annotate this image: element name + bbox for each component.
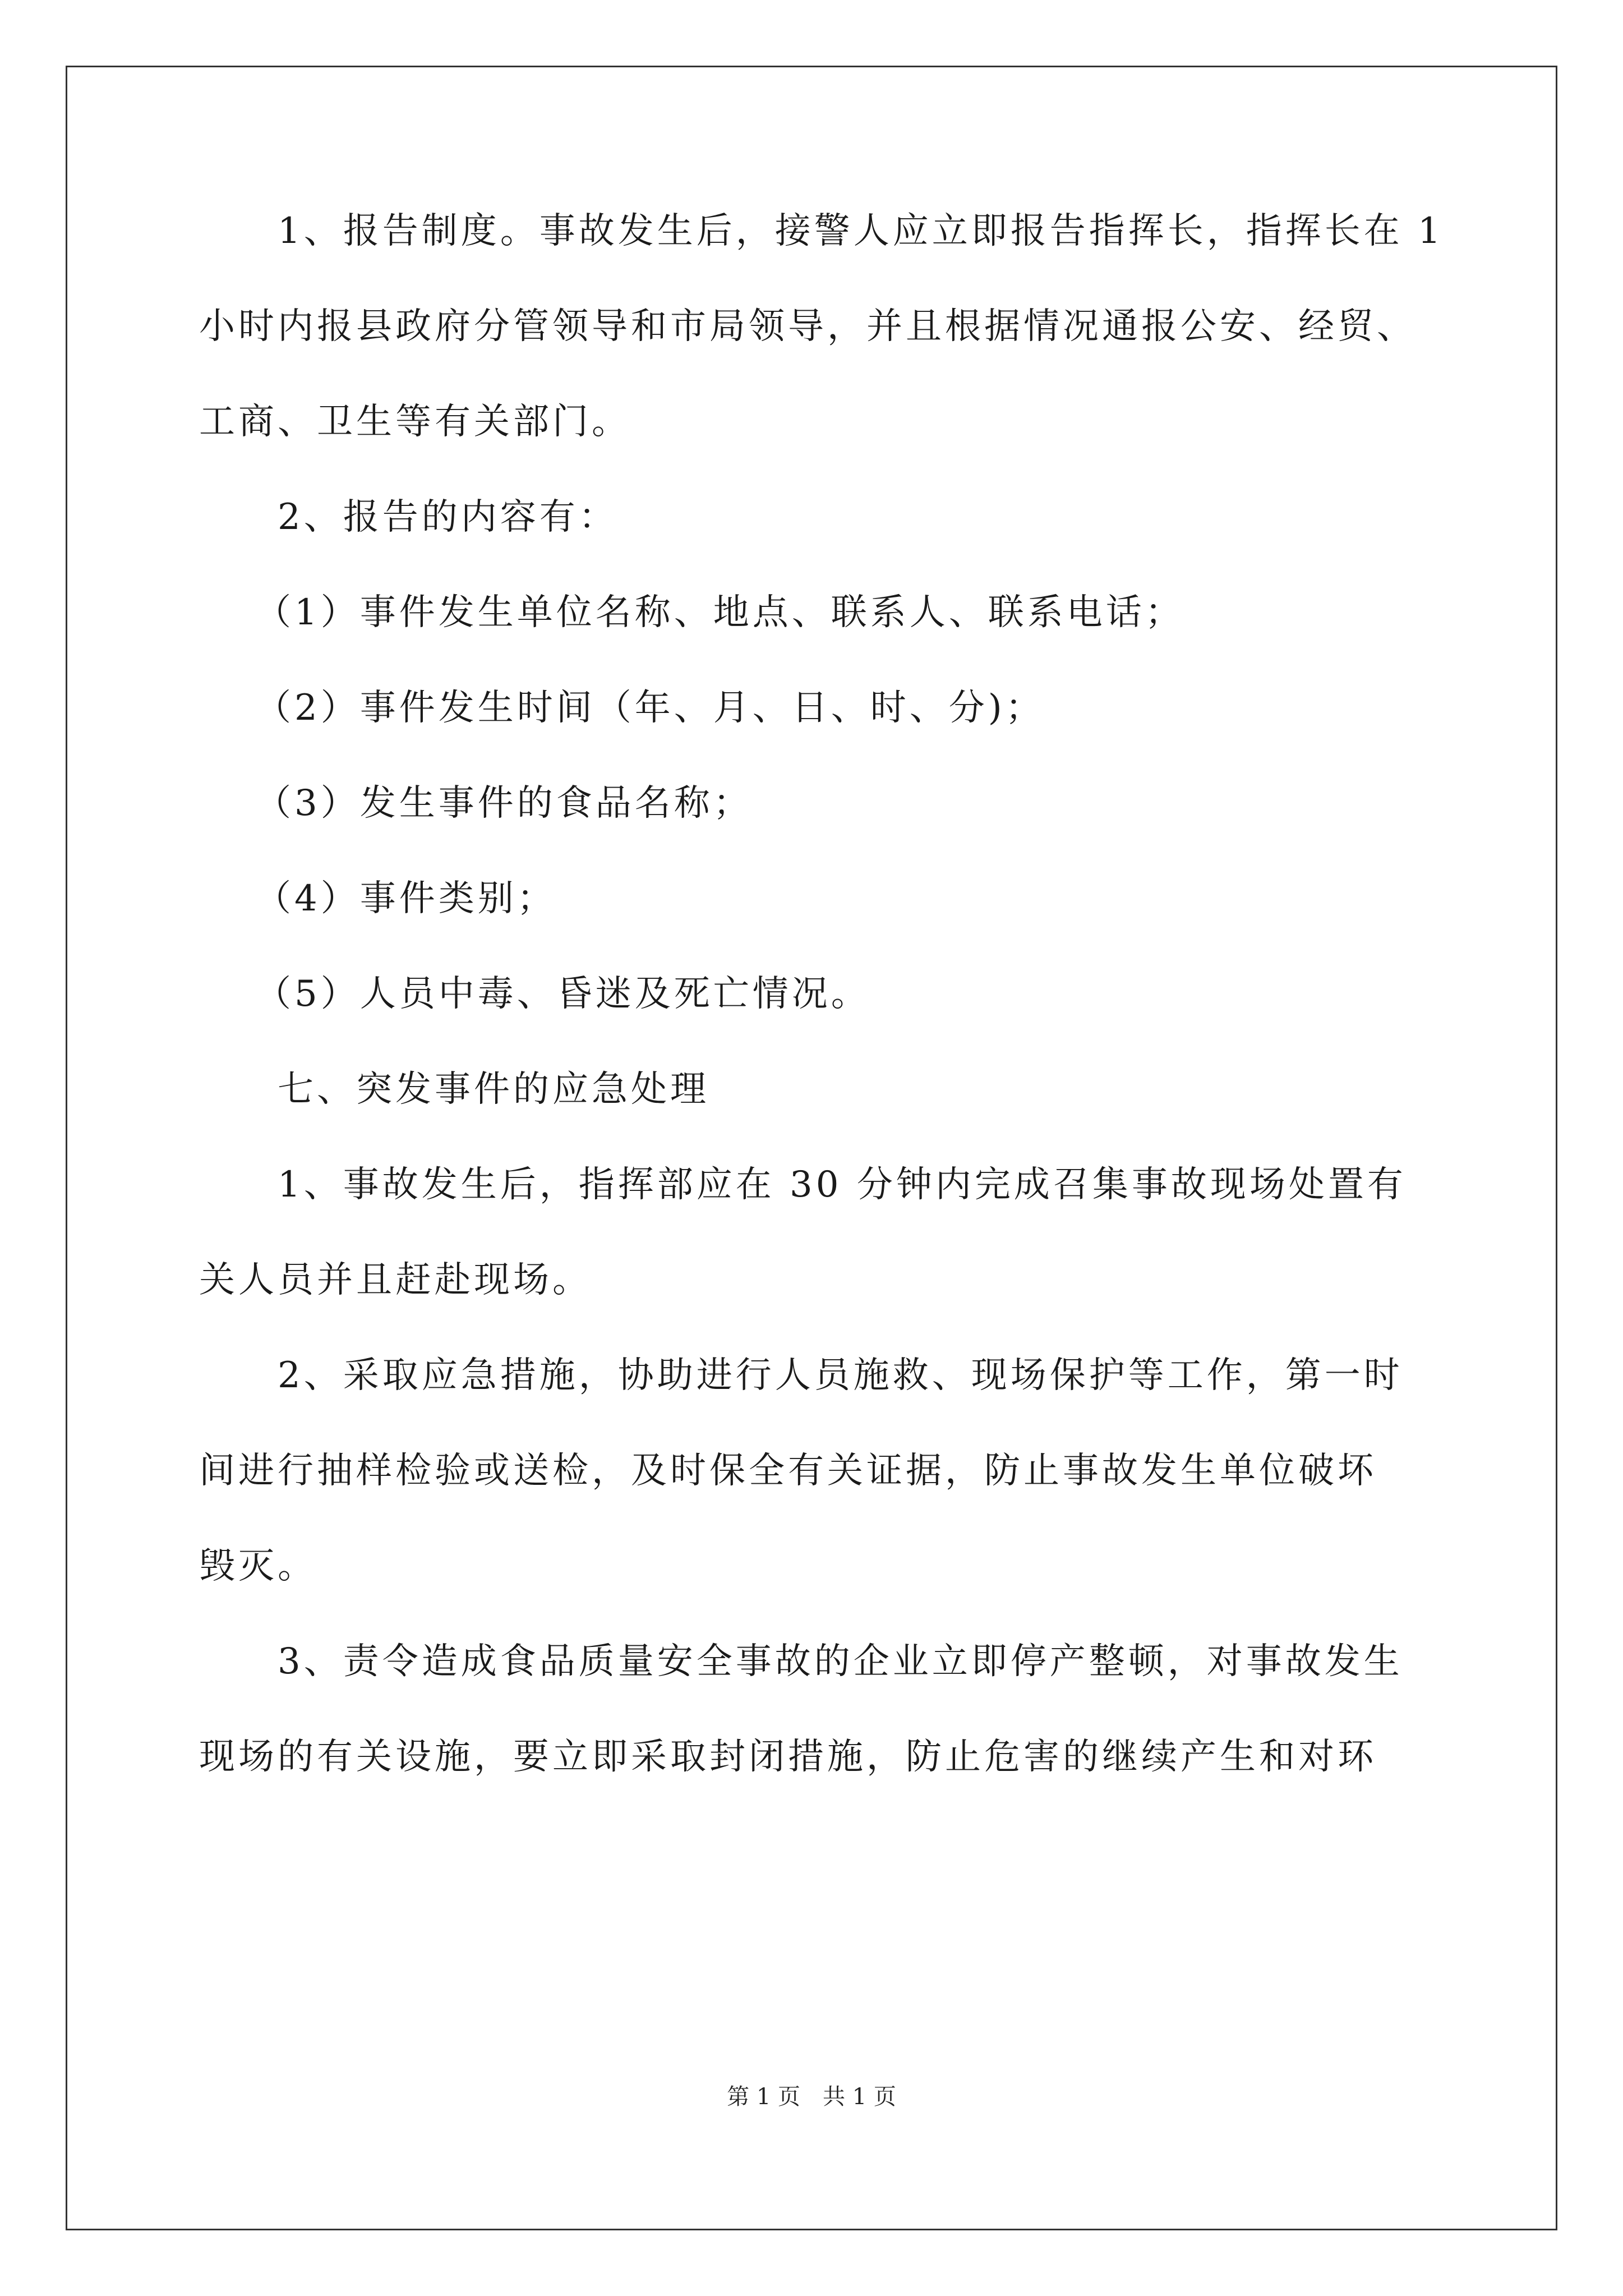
page-border — [66, 66, 1557, 2230]
list-item: （4）事件类别； — [255, 878, 556, 919]
paragraph-line: 2、报告的内容有： — [278, 496, 618, 538]
paragraph-line: 关人员并且赶赴现场。 — [199, 1259, 592, 1301]
paragraph-line: 1、报告制度。事故发生后，接警人应立即报告指挥长，指挥长在 1 — [278, 210, 1444, 252]
paragraph-line: 工商、卫生等有关部门。 — [199, 401, 631, 443]
list-item: （2）事件发生时间（年、月、日、时、分)； — [255, 687, 1045, 729]
paragraph-line: 毁灭。 — [199, 1545, 317, 1587]
page-number: 第 1 页 — [727, 2084, 800, 2110]
paragraph-line: 小时内报县政府分管领导和市局领导，并且根据情况通报公安、经贸、 — [199, 306, 1416, 347]
paragraph-line: 间进行抽样检验或送检，及时保全有关证据，防止事故发生单位破坏 — [199, 1450, 1377, 1492]
paragraph-line: 2、采取应急措施，协助进行人员施救、现场保护等工作，第一时 — [278, 1355, 1403, 1396]
page-footer — [0, 2086, 1623, 2108]
paragraph-line: 现场的有关设施，要立即采取封闭措施，防止危害的继续产生和对环 — [199, 1736, 1377, 1778]
page-total: 共 1 页 — [823, 2084, 896, 2110]
list-item: （5）人员中毒、昏迷及死亡情况。 — [255, 973, 870, 1015]
paragraph-line: 1、事故发生后，指挥部应在 30 分钟内完成召集事故现场处置有 — [278, 1164, 1407, 1205]
list-item: （1）事件发生单位名称、地点、联系人、联系电话； — [255, 592, 1184, 633]
paragraph-line: 3、责令造成食品质量安全事故的企业立即停产整顿，对事故发生 — [278, 1641, 1403, 1682]
list-item: （3）发生事件的食品名称； — [255, 783, 753, 824]
section-heading: 七、突发事件的应急处理 — [278, 1069, 709, 1110]
